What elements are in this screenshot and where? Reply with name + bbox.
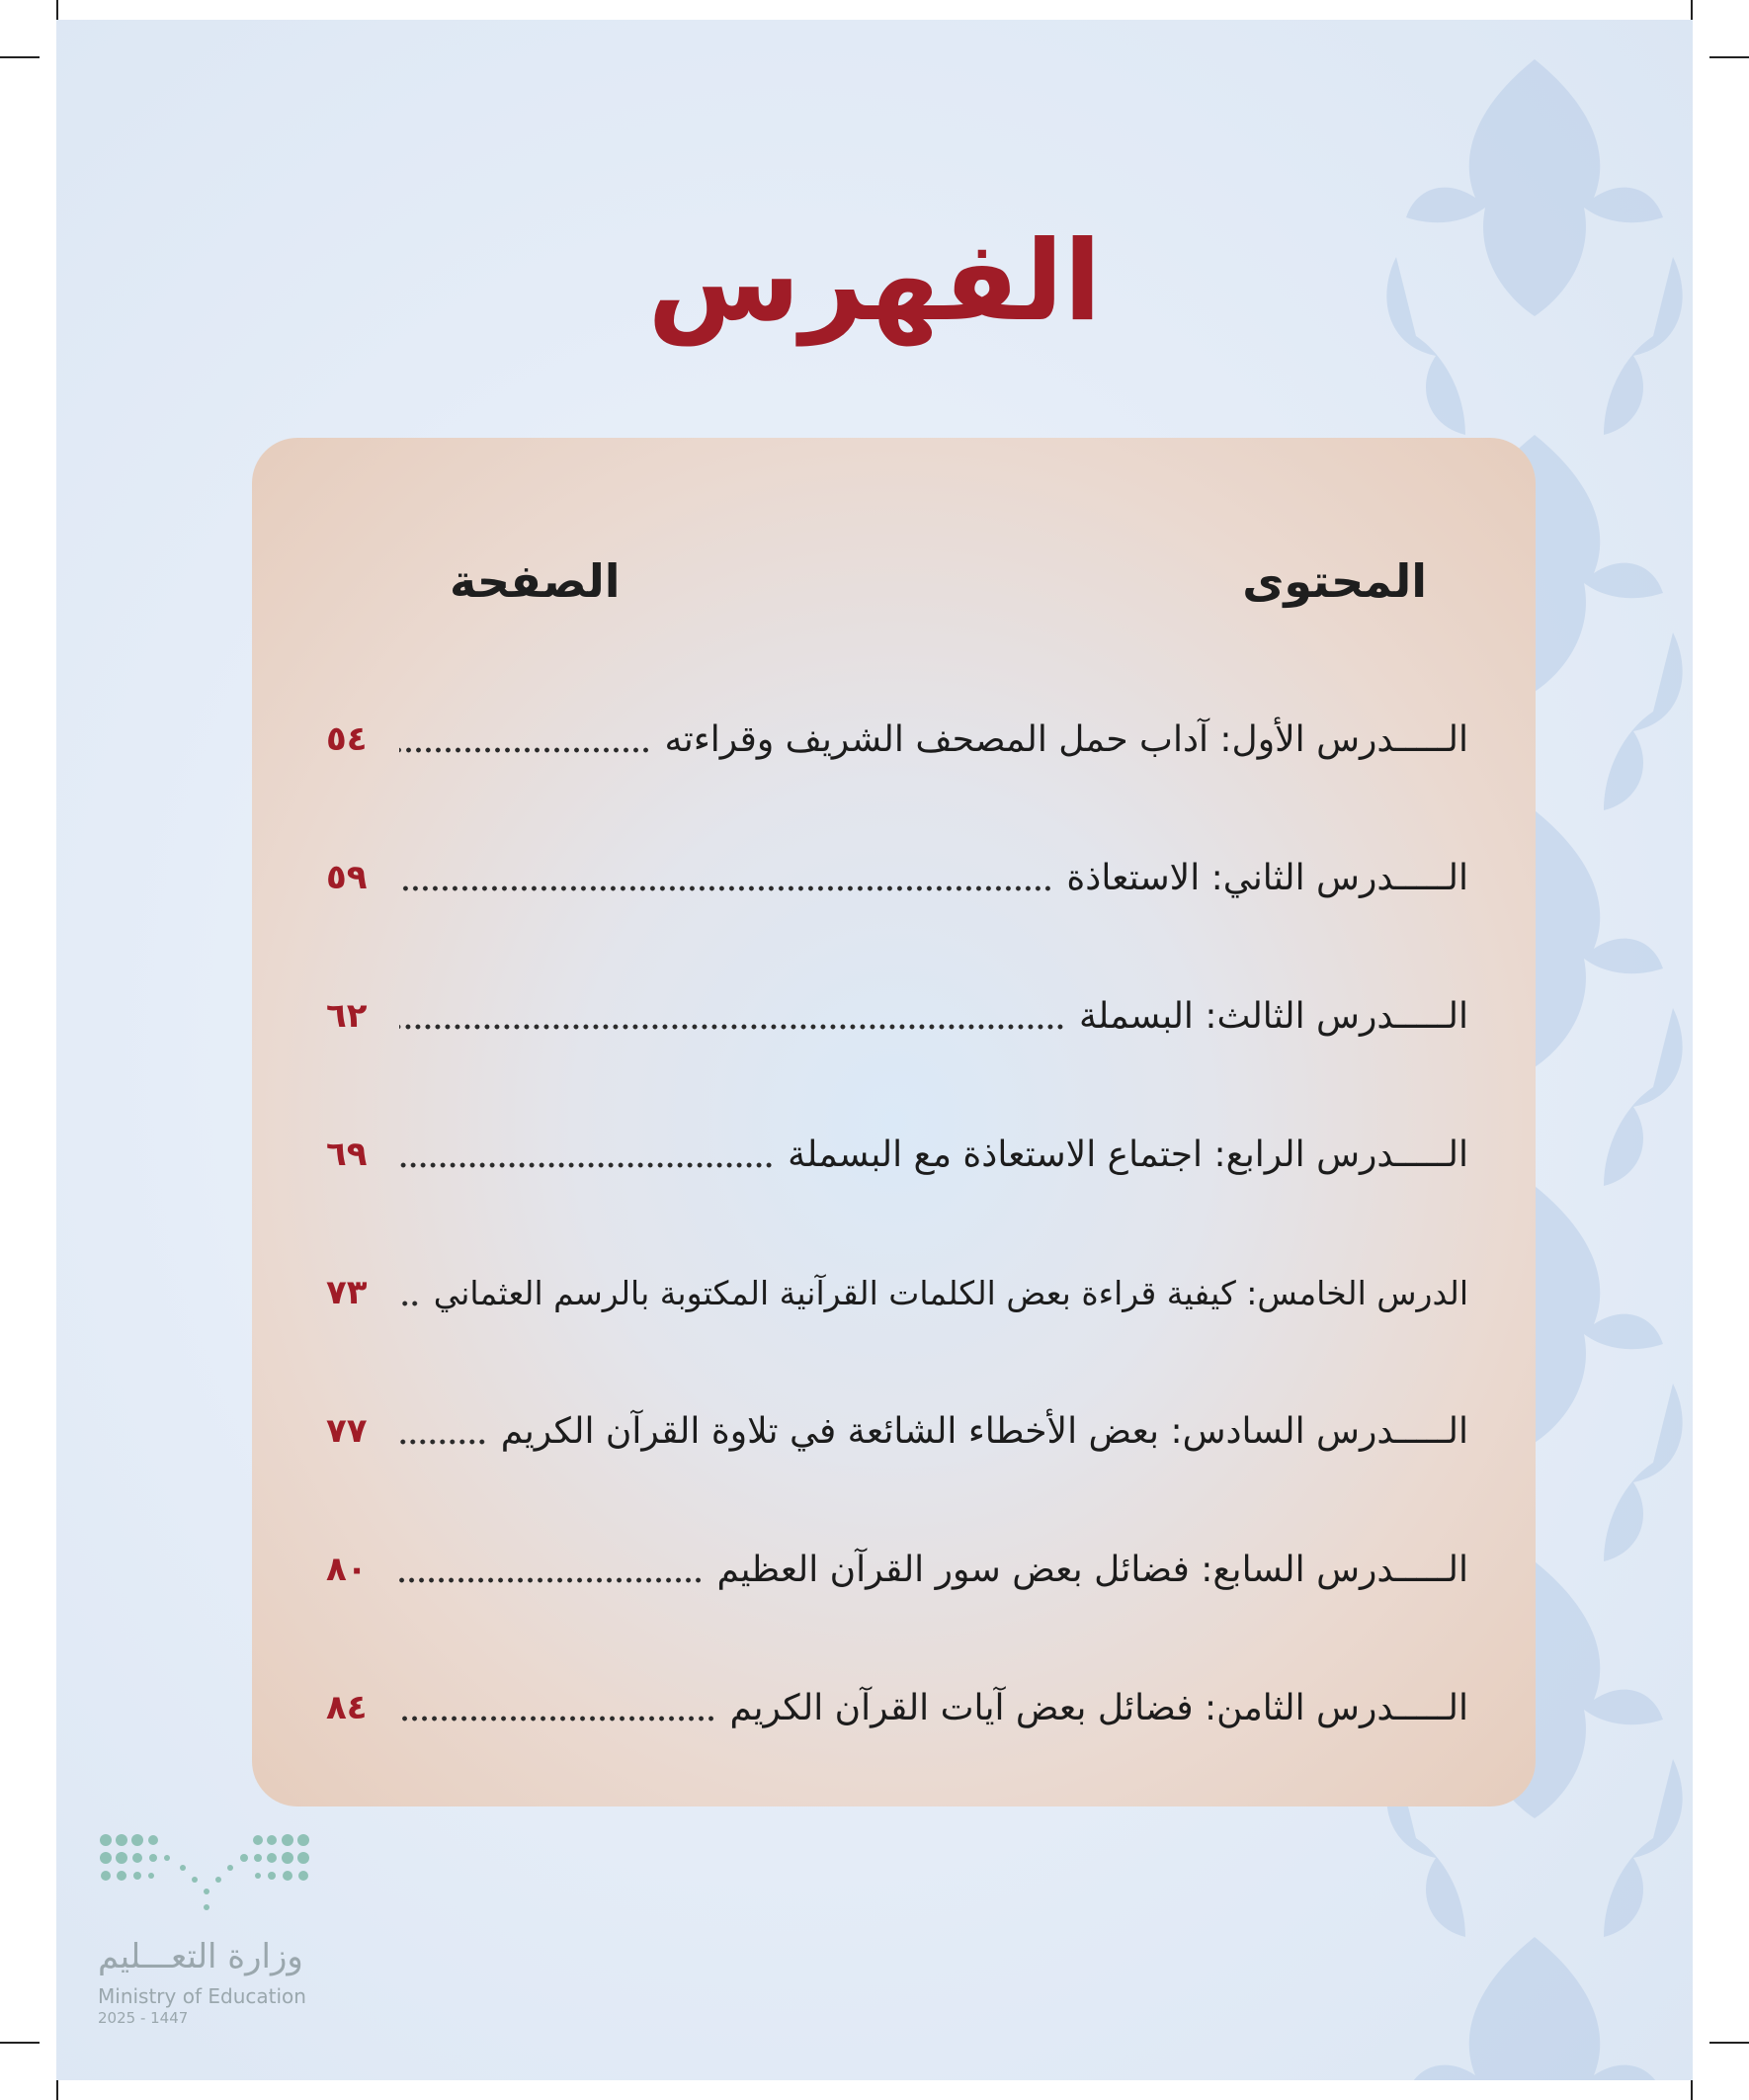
logo-year: 2025 - 1447 bbox=[98, 2009, 189, 2027]
toc-row[interactable] bbox=[326, 710, 1468, 769]
trim-mark bbox=[1709, 56, 1749, 58]
page-number: ٥٤ bbox=[326, 719, 368, 759]
toc-row[interactable] bbox=[326, 1678, 1468, 1737]
lesson-title: الـــــدرس الثامن: فضائل بعض آيات القرآن الكريم bbox=[729, 1687, 1468, 1728]
dot-leader bbox=[399, 1022, 1065, 1032]
table-of-contents bbox=[252, 438, 1536, 1806]
dot-leader bbox=[399, 1714, 716, 1723]
trim-mark bbox=[1709, 2042, 1749, 2044]
trim-mark bbox=[0, 56, 40, 58]
trim-mark bbox=[0, 2042, 40, 2044]
page-title: الفهرس bbox=[647, 217, 1102, 346]
page-number: ٧٣ bbox=[326, 1273, 368, 1312]
page-number: ٧٧ bbox=[326, 1411, 368, 1451]
lesson-title: الـــــدرس السادس: بعض الأخطاء الشائعة في تلاوة القرآن الكريم bbox=[500, 1410, 1468, 1452]
dot-leader bbox=[399, 883, 1052, 893]
lesson-title: الـــــدرس السابع: فضائل بعض سور القرآن العظيم bbox=[716, 1549, 1468, 1590]
dot-leader bbox=[399, 745, 651, 755]
dot-leader bbox=[399, 1299, 420, 1308]
document-page bbox=[56, 20, 1693, 2080]
toc-row[interactable] bbox=[326, 1401, 1468, 1461]
dot-leader bbox=[399, 1575, 704, 1585]
lesson-title: الدرس الخامس: كيفية قراءة بعض الكلمات القرآنية المكتوبة بالرسم العثماني bbox=[433, 1273, 1468, 1312]
lesson-title: الـــــدرس الأول: آداب حمل المصحف الشريف وقراءته bbox=[664, 718, 1468, 760]
page-column-header: الصفحة bbox=[450, 554, 621, 608]
lesson-title: الـــــدرس الثالث: البسملة bbox=[1078, 995, 1468, 1037]
page-number: ٨٤ bbox=[326, 1688, 368, 1727]
ministry-dots-icon bbox=[96, 1828, 323, 1927]
lesson-title: الـــــدرس الثاني: الاستعاذة bbox=[1066, 857, 1468, 898]
logo-english-name: Ministry of Education bbox=[98, 1984, 306, 2008]
page-number: ٥٩ bbox=[326, 858, 368, 897]
page-number: ٦٢ bbox=[326, 996, 368, 1036]
logo-arabic-name: وزارة التعـــليم bbox=[98, 1937, 303, 1976]
dot-leader bbox=[399, 1437, 487, 1447]
page-number: ٦٩ bbox=[326, 1134, 368, 1174]
ministry-logo bbox=[96, 1828, 323, 2026]
toc-row[interactable] bbox=[326, 1540, 1468, 1599]
content-column-header: المحتوى bbox=[1242, 554, 1427, 608]
lesson-title: الـــــدرس الرابع: اجتماع الاستعاذة مع البسملة bbox=[788, 1134, 1468, 1175]
dot-leader bbox=[399, 1160, 774, 1170]
toc-row[interactable] bbox=[326, 1263, 1468, 1322]
toc-row[interactable] bbox=[326, 986, 1468, 1046]
toc-row[interactable] bbox=[326, 1125, 1468, 1184]
page-number: ٨٠ bbox=[326, 1550, 368, 1589]
toc-row[interactable] bbox=[326, 848, 1468, 907]
